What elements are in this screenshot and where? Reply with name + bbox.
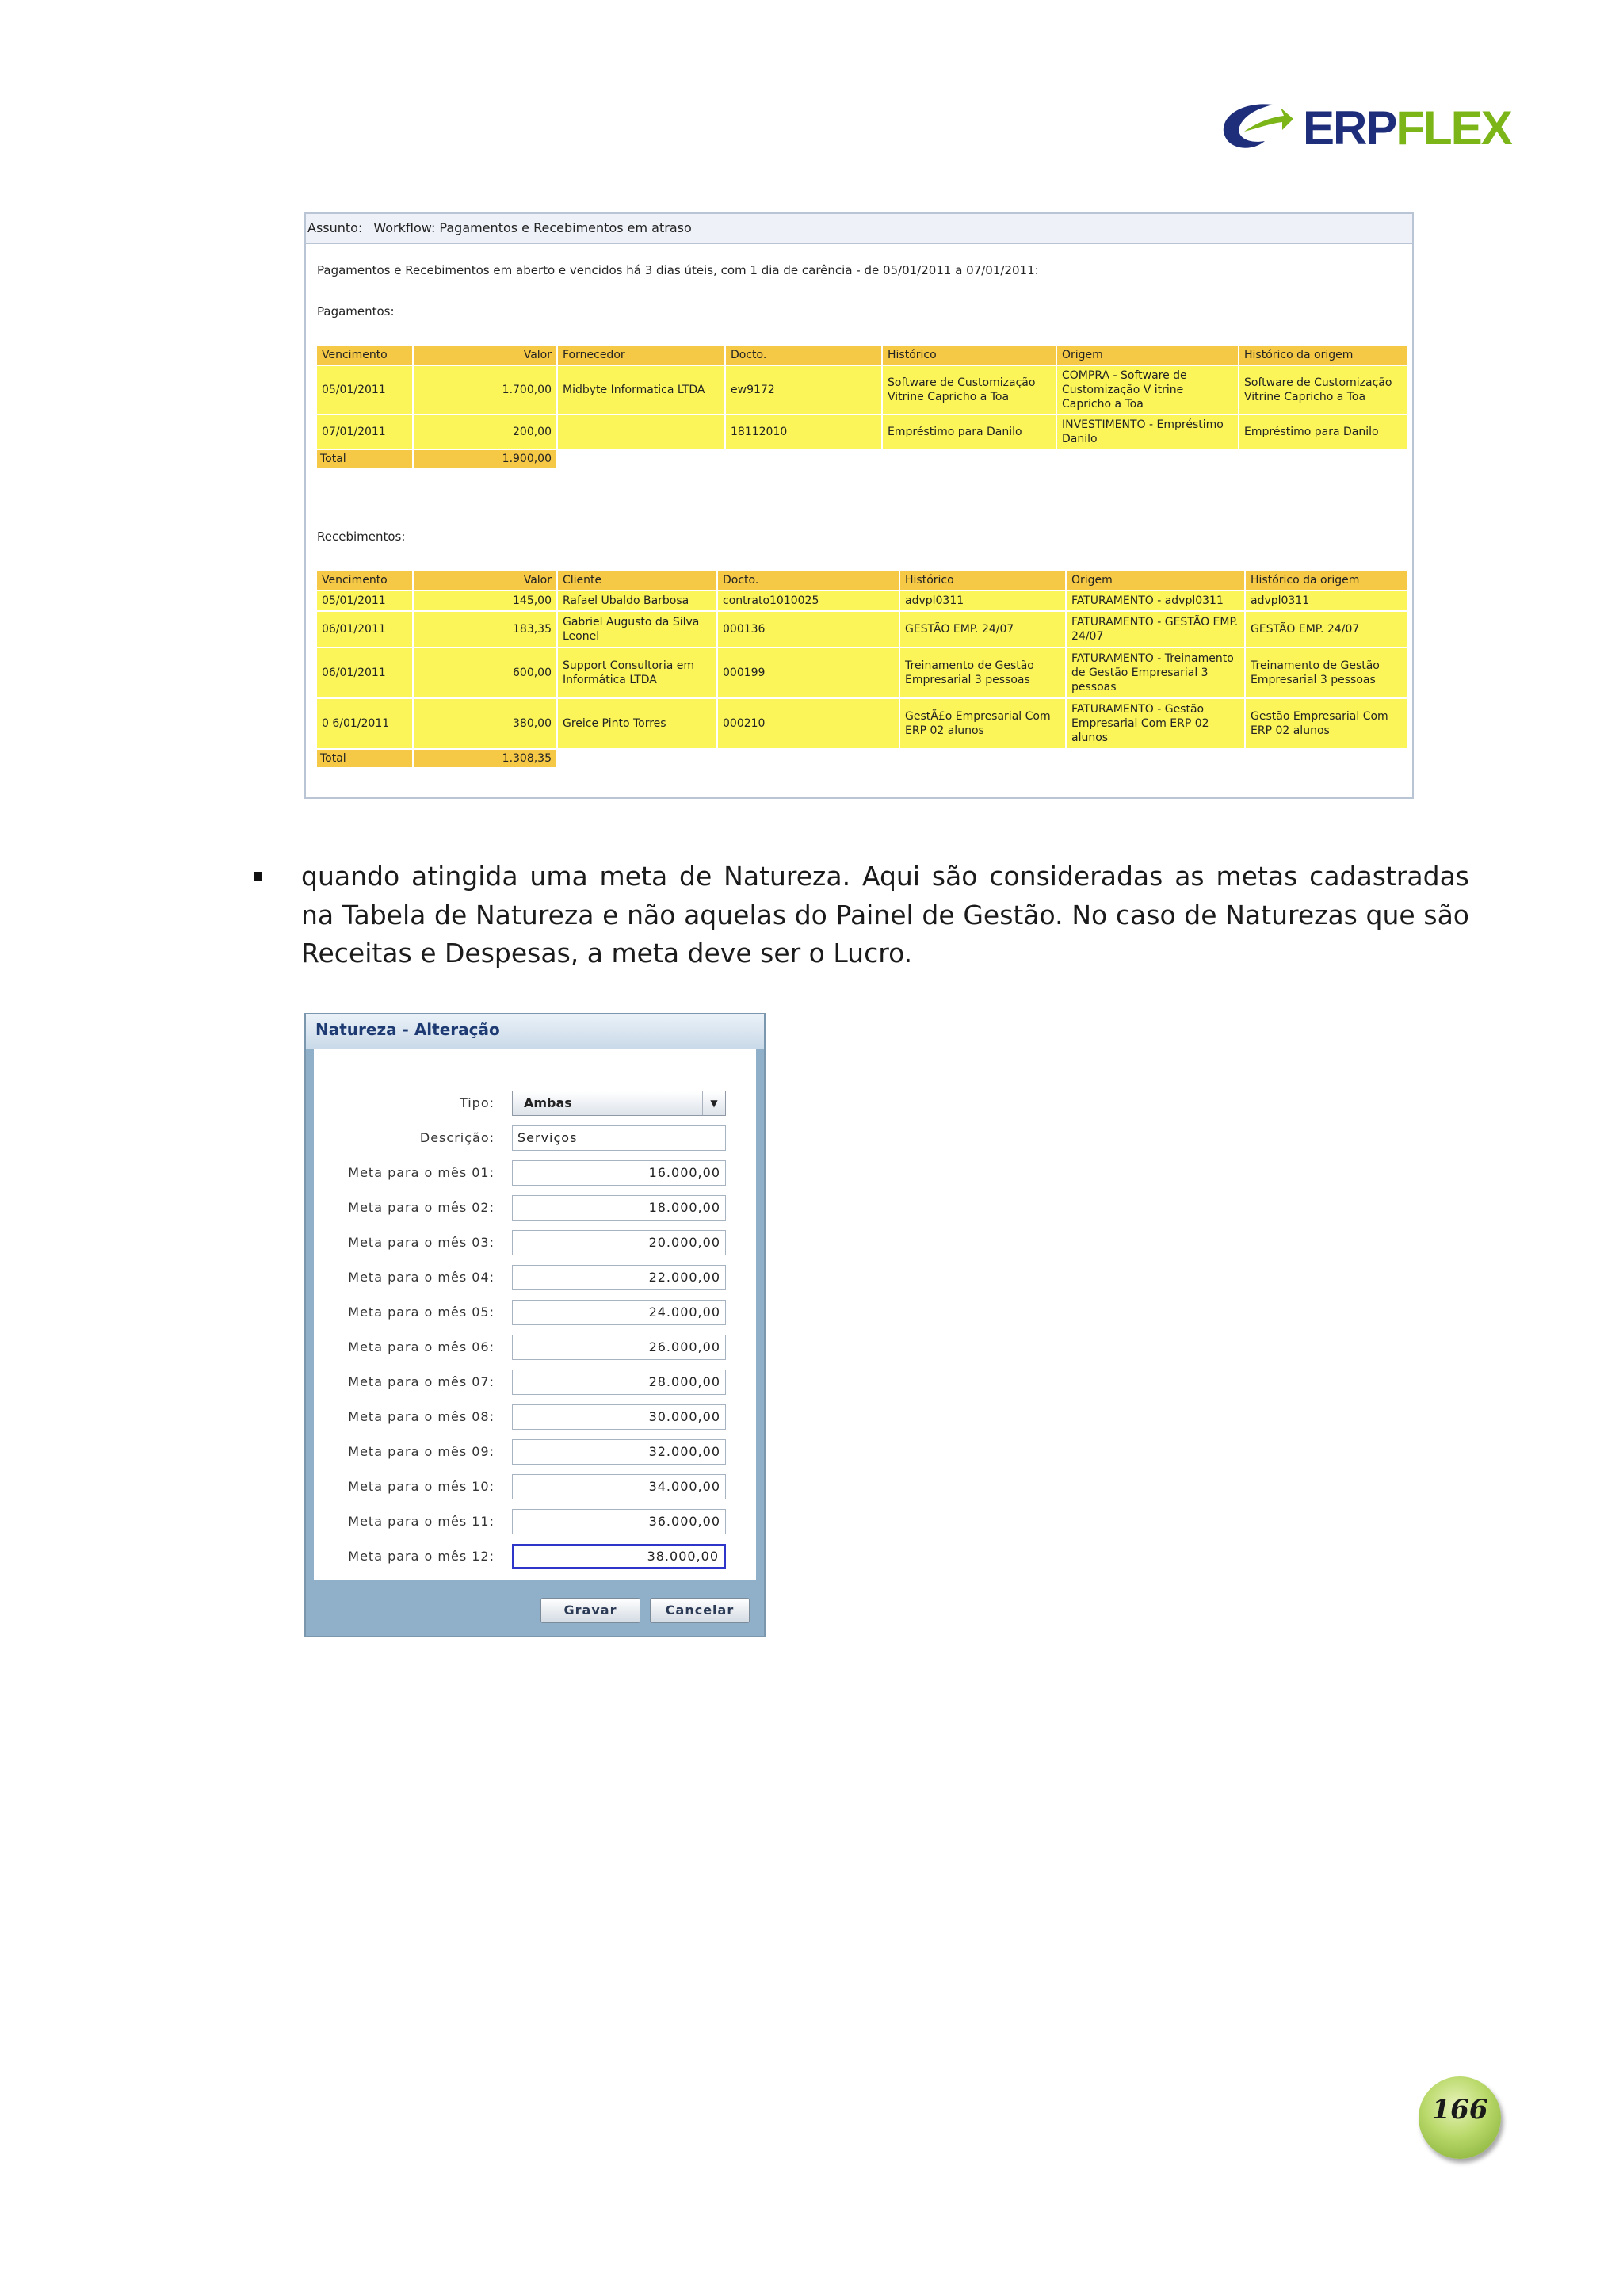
pagamentos-table <box>315 344 1409 469</box>
meta-label: Meta para o mês 04: <box>348 1270 495 1285</box>
dialog-title: Natureza - Alteração <box>306 1014 764 1049</box>
descricao-input[interactable]: Serviços <box>512 1125 726 1151</box>
cell-docto: 000136 <box>718 612 899 647</box>
form-row-meta <box>314 1436 756 1468</box>
total-value: 1.900,00 <box>414 450 556 468</box>
meta-input[interactable]: 38.000,00 <box>512 1544 726 1569</box>
cancelar-button[interactable]: Cancelar <box>650 1598 750 1623</box>
subject-label: Assunto: <box>307 220 363 235</box>
total-value: 1.308,35 <box>414 750 556 767</box>
email-intro: Pagamentos e Recebimentos em aberto e vencidos há 3 dias úteis, com 1 dia de carência - de 05/01/2011 a 07/01/2011: <box>317 263 1039 277</box>
total-row <box>317 750 1407 767</box>
meta-label: Meta para o mês 06: <box>348 1339 495 1354</box>
cell-docto: 000210 <box>718 699 899 748</box>
workflow-email-screenshot <box>304 212 1414 799</box>
table-row <box>317 415 1407 449</box>
table-row <box>317 699 1407 748</box>
total-label: Total <box>317 750 412 767</box>
cell-historico-origem: Treinamento de Gestão Empresarial 3 pessoas <box>1246 648 1407 697</box>
total-label: Total <box>317 450 412 468</box>
cell-historico: GestÃ£o Empresarial Com ERP 02 alunos <box>900 699 1065 748</box>
form-row-meta <box>314 1331 756 1363</box>
meta-label: Meta para o mês 01: <box>348 1165 495 1180</box>
form-row-tipo <box>314 1087 756 1119</box>
cell-valor: 1.700,00 <box>414 366 556 414</box>
cell-historico: GESTÃO EMP. 24/07 <box>900 612 1065 647</box>
cell-historico-origem: Software de Customização Vitrine Capricho a Toa <box>1239 366 1407 414</box>
logo-text-erp: ERP <box>1303 101 1396 155</box>
table-row <box>317 612 1407 647</box>
cell-valor: 183,35 <box>414 612 556 647</box>
cell-historico-origem: GESTÃO EMP. 24/07 <box>1246 612 1407 647</box>
cell-origem: COMPRA - Software de Customização V itrine Capricho a Toa <box>1057 366 1238 414</box>
form-row-meta <box>314 1401 756 1433</box>
meta-label: Meta para o mês 10: <box>348 1479 495 1494</box>
dropdown-arrow-icon[interactable]: ▼ <box>702 1091 725 1115</box>
cell-historico: Empréstimo para Danilo <box>883 415 1056 449</box>
cell-docto: contrato1010025 <box>718 591 899 610</box>
form-row-meta <box>314 1262 756 1293</box>
cell-vencimento: 06/01/2011 <box>317 648 412 697</box>
cell-historico: Treinamento de Gestão Empresarial 3 pessoas <box>900 648 1065 697</box>
descricao-label: Descrição: <box>419 1130 495 1145</box>
col-header: Docto. <box>718 571 899 590</box>
col-header: Histórico da origem <box>1239 346 1407 365</box>
cell-historico: Software de Customização Vitrine Capricho a Toa <box>883 366 1056 414</box>
cell-cliente: Greice Pinto Torres <box>558 699 716 748</box>
meta-input[interactable]: 36.000,00 <box>512 1509 726 1534</box>
cell-docto: ew9172 <box>726 366 881 414</box>
cell-valor: 380,00 <box>414 699 556 748</box>
form-row-descricao <box>314 1122 756 1154</box>
col-header: Vencimento <box>317 571 412 590</box>
meta-input[interactable]: 18.000,00 <box>512 1195 726 1221</box>
meta-label: Meta para o mês 11: <box>348 1514 495 1529</box>
meta-label: Meta para o mês 08: <box>348 1409 495 1424</box>
bullet-icon <box>254 872 262 881</box>
table-header-row <box>317 571 1407 590</box>
col-header: Origem <box>1067 571 1244 590</box>
meta-label: Meta para o mês 09: <box>348 1444 495 1459</box>
cell-vencimento: 05/01/2011 <box>317 591 412 610</box>
recebimentos-table <box>315 569 1409 769</box>
form-row-meta <box>314 1227 756 1259</box>
col-header: Docto. <box>726 346 881 365</box>
meta-input[interactable]: 34.000,00 <box>512 1474 726 1499</box>
cell-historico-origem: advpl0311 <box>1246 591 1407 610</box>
meta-label: Meta para o mês 03: <box>348 1235 495 1250</box>
table-row <box>317 591 1407 610</box>
cell-docto: 18112010 <box>726 415 881 449</box>
cell-fornecedor <box>558 415 724 449</box>
table-row <box>317 366 1407 414</box>
gravar-button[interactable]: Gravar <box>540 1598 640 1623</box>
cell-valor: 145,00 <box>414 591 556 610</box>
meta-input[interactable]: 24.000,00 <box>512 1300 726 1325</box>
tipo-label: Tipo: <box>459 1095 495 1110</box>
cell-vencimento: 0 6/01/2011 <box>317 699 412 748</box>
table-row <box>317 648 1407 697</box>
meta-label: Meta para o mês 12: <box>348 1549 495 1564</box>
cell-historico: advpl0311 <box>900 591 1065 610</box>
table-header-row <box>317 346 1407 365</box>
natureza-dialog <box>304 1013 766 1637</box>
meta-input[interactable]: 32.000,00 <box>512 1439 726 1465</box>
col-header: Cliente <box>558 571 716 590</box>
logo-swoosh-icon <box>1220 100 1293 155</box>
col-header: Origem <box>1057 346 1238 365</box>
cell-vencimento: 07/01/2011 <box>317 415 412 449</box>
col-header: Histórico da origem <box>1246 571 1407 590</box>
col-header: Fornecedor <box>558 346 724 365</box>
dialog-form-panel <box>314 1049 756 1580</box>
meta-input[interactable]: 30.000,00 <box>512 1404 726 1430</box>
meta-label: Meta para o mês 02: <box>348 1200 495 1215</box>
paragraph-text: quando atingida uma meta de Natureza. Aqui são consideradas as metas cadastradas na Tabela de Natureza e não aquelas do Painel de Gestão. No caso de Naturezas que são Receitas e Despesas, a meta deve ser o Lucro. <box>301 861 1469 968</box>
col-header: Valor <box>414 346 556 365</box>
meta-input[interactable]: 26.000,00 <box>512 1335 726 1360</box>
col-header: Valor <box>414 571 556 590</box>
cell-valor: 600,00 <box>414 648 556 697</box>
subject-text: Workflow: Pagamentos e Recebimentos em atraso <box>373 220 692 235</box>
cell-vencimento: 06/01/2011 <box>317 612 412 647</box>
cell-cliente: Rafael Ubaldo Barbosa <box>558 591 716 610</box>
form-row-meta <box>314 1366 756 1398</box>
recebimentos-heading: Recebimentos: <box>317 529 406 544</box>
cell-historico-origem: Gestão Empresarial Com ERP 02 alunos <box>1246 699 1407 748</box>
meta-input[interactable]: 16.000,00 <box>512 1160 726 1186</box>
form-row-meta <box>314 1157 756 1189</box>
bullet-paragraph <box>254 858 1469 973</box>
cell-docto: 000199 <box>718 648 899 697</box>
form-row-meta <box>314 1297 756 1328</box>
page-number: 166 <box>1431 2094 1488 2126</box>
page-number-badge <box>1419 2076 1501 2159</box>
cell-vencimento: 05/01/2011 <box>317 366 412 414</box>
form-row-meta <box>314 1541 756 1572</box>
meta-label: Meta para o mês 07: <box>348 1374 495 1389</box>
cell-cliente: Gabriel Augusto da Silva Leonel <box>558 612 716 647</box>
tipo-value: Ambas <box>524 1095 572 1110</box>
logo-text-flex: FLEX <box>1396 101 1511 155</box>
email-subject-bar <box>306 214 1412 244</box>
meta-input[interactable]: 22.000,00 <box>512 1265 726 1290</box>
cell-origem: FATURAMENTO - Gestão Empresarial Com ERP 02 alunos <box>1067 699 1244 748</box>
col-header: Vencimento <box>317 346 412 365</box>
meta-label: Meta para o mês 05: <box>348 1305 495 1320</box>
cell-origem: FATURAMENTO - GESTÃO EMP. 24/07 <box>1067 612 1244 647</box>
cell-cliente: Support Consultoria em Informática LTDA <box>558 648 716 697</box>
form-row-meta <box>314 1506 756 1538</box>
cell-valor: 200,00 <box>414 415 556 449</box>
cell-fornecedor: Midbyte Informatica LTDA <box>558 366 724 414</box>
cell-historico-origem: Empréstimo para Danilo <box>1239 415 1407 449</box>
cell-origem: INVESTIMENTO - Empréstimo Danilo <box>1057 415 1238 449</box>
meta-input[interactable]: 28.000,00 <box>512 1370 726 1395</box>
form-row-meta <box>314 1192 756 1224</box>
form-row-meta <box>314 1471 756 1503</box>
tipo-select[interactable] <box>512 1091 726 1116</box>
pagamentos-heading: Pagamentos: <box>317 304 395 319</box>
total-row <box>317 450 1407 468</box>
meta-input[interactable]: 20.000,00 <box>512 1230 726 1255</box>
col-header: Histórico <box>900 571 1065 590</box>
cell-origem: FATURAMENTO - advpl0311 <box>1067 591 1244 610</box>
col-header: Histórico <box>883 346 1056 365</box>
cell-origem: FATURAMENTO - Treinamento de Gestão Empresarial 3 pessoas <box>1067 648 1244 697</box>
erpflex-logo <box>1220 100 1511 155</box>
